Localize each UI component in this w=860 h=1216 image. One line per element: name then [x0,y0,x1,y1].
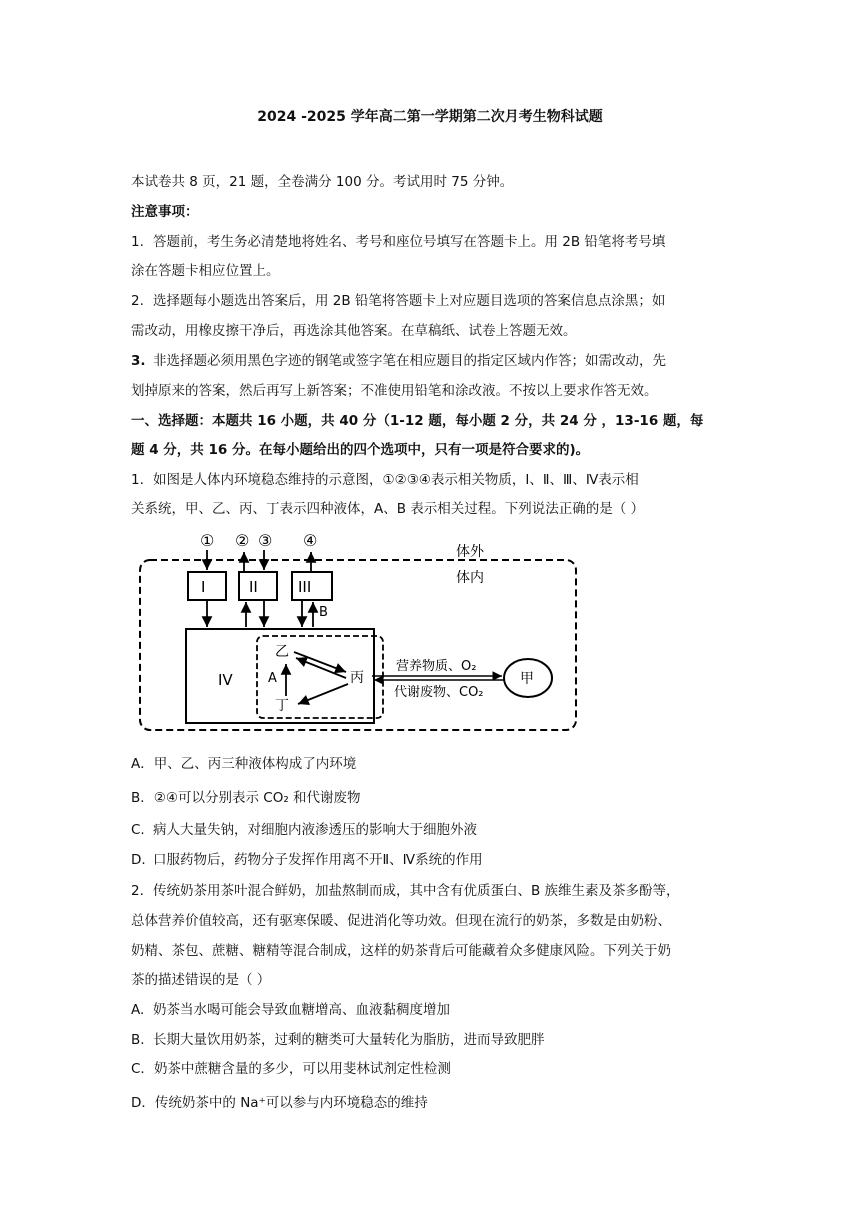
q1-option-c-text: 病人大量失钠，对细胞内液渗透压的影响大于细胞外液 [153,822,477,838]
section1-line2: 题 4 分，共 16 分。在每小题给出的四个选项中，只有一项是符合要求的)。 [131,442,590,458]
arrow-bing-to-ding [298,684,348,704]
section1-line1: 一、选择题：本题共 16 小题，共 40 分（1-12 题，每小题 2 分，共 24 分 ，13-16 题，每 [131,413,704,429]
substance-2: ② [235,531,250,550]
system-2-label: II [249,578,258,596]
q1-stem-text: 如图是人体内环境稳态维持的示意图，①②③④表示相关物质，Ⅰ、Ⅱ、Ⅲ、Ⅳ表示相 [153,472,639,488]
process-a-label: A [268,671,277,686]
homeostasis-diagram [136,530,586,740]
q1-stem-line2: 关系统，甲、乙、丙、丁表示四种液体，A、B 表示相关过程。下列说法正确的是（ ） [131,501,645,517]
fluid-ding: 丁 [275,698,289,714]
substance-4: ④ [303,531,318,550]
system-1-box [188,572,226,600]
q2-option-d-label: D． [131,1095,155,1111]
q1-option-d-text: 口服药物后，药物分子发挥作用离不开Ⅱ、Ⅳ系统的作用 [153,852,483,868]
notice-2-num: 2. [131,293,144,309]
q1-option-b-text: ②④可以分别表示 CO₂ 和代谢废物 [153,790,361,806]
system-3-label: III [298,578,312,596]
arrow-top-label: 营养物质、O₂ [396,659,477,674]
q1-option-c-label: C. [131,822,145,838]
arrow-bing-to-yi [296,658,346,678]
q2-stem-line4: 茶的描述错误的是（ ） [131,972,271,988]
q1-option-d-label: D. [131,852,146,868]
arrow-bottom-label: 代谢废物、CO₂ [394,685,484,700]
q2-num: 2. [131,883,144,899]
exam-title: 2024 -2025 学年高二第一学期第二次月考生物科试题 [257,109,603,125]
notice-3-line1 [131,346,731,376]
notice-1-num: 1. [131,234,144,250]
q2-stem-line2: 总体营养价值较高，还有驱寒保暖、促进消化等功效。但现在流行的奶茶，多数是由奶粉、 [131,913,671,929]
q2-option-a-label: A. [131,1002,145,1018]
notice-3-num: 3. [131,353,146,369]
q2-option-a [131,995,731,1025]
inside-label: 体内 [456,570,484,586]
notice-1-text: 答题前，考生务必清楚地将姓名、考号和座位号填写在答题卡上。用 2B 铅笔将考号填 [153,234,666,250]
q1-option-a-text: 甲、乙、丙三种液体构成了内环境 [153,756,357,772]
q2-stem-text: 传统奶茶用茶叶混合鲜奶，加盐熬制而成，其中含有优质蛋白、B 族维生素及茶多酚等， [153,883,680,899]
notice-2-line1 [131,286,731,316]
system-2-box [239,572,277,600]
q1-option-c [131,815,731,845]
q1-option-b-label: B． [131,790,154,806]
fluid-jia: 甲 [520,671,534,687]
q1-option-a [131,749,731,779]
q1-num: 1. [131,472,144,488]
system-1-label: I [201,578,206,596]
q2-option-b-text: 长期大量饮用奶茶，过剩的糖类可大量转化为脂肪，进而导致肥胖 [153,1032,545,1048]
substance-3: ③ [258,531,273,550]
q2-stem-line3: 奶精、茶包、蔗糖、糖精等混合制成，这样的奶茶背后可能藏着众多健康风险。下列关于奶 [131,943,671,959]
q2-option-c [131,1054,731,1084]
process-b-label: B [319,605,328,620]
fluid-bing: 丙 [350,670,364,686]
exam-intro: 本试卷共 8 页，21 题，全卷满分 100 分。考试用时 75 分钟。 [131,174,514,190]
notice-1-line2: 涂在答题卡相应位置上。 [131,263,280,279]
q2-option-d [131,1088,731,1118]
q2-option-c-label: C． [131,1061,154,1077]
fluid-yi: 乙 [275,644,289,660]
notice-3-text: 非选择题必须用黑色字迹的钢笔或签字笔在相应题目的指定区域内作答；如需改动，先 [153,353,666,369]
notice-2-line2: 需改动，用橡皮擦干净后，再选涂其他答案。在草稿纸、试卷上答题无效。 [131,323,577,339]
notice-3-line2: 划掉原来的答案，然后再写上新答案；不准使用铅笔和涂改液。不按以上要求作答无效。 [131,383,658,399]
q2-option-c-text: 奶茶中蔗糖含量的多少，可以用斐林试剂定性检测 [153,1061,451,1077]
q2-option-b [131,1025,731,1055]
q1-stem-line1 [131,465,731,495]
q2-option-b-label: B. [131,1032,145,1048]
system-4-label: IV [218,671,233,689]
notice-1-line1 [131,227,731,257]
q1-option-b [131,783,731,813]
q1-option-a-label: A． [131,756,154,772]
notice-heading: 注意事项： [131,204,199,220]
q2-option-a-text: 奶茶当水喝可能会导致血糖增高、血液黏稠度增加 [153,1002,450,1018]
outside-label: 体外 [456,544,484,560]
notice-2-text: 选择题每小题选出答案后，用 2B 铅笔将答题卡上对应题目选项的答案信息点涂黑；如 [153,293,666,309]
q1-option-d [131,845,731,875]
arrow-yi-to-bing [294,652,346,672]
q2-stem-line1 [131,876,731,906]
substance-1: ① [200,531,215,550]
q2-option-d-text: 传统奶茶中的 Na⁺可以参与内环境稳态的维持 [154,1095,428,1111]
